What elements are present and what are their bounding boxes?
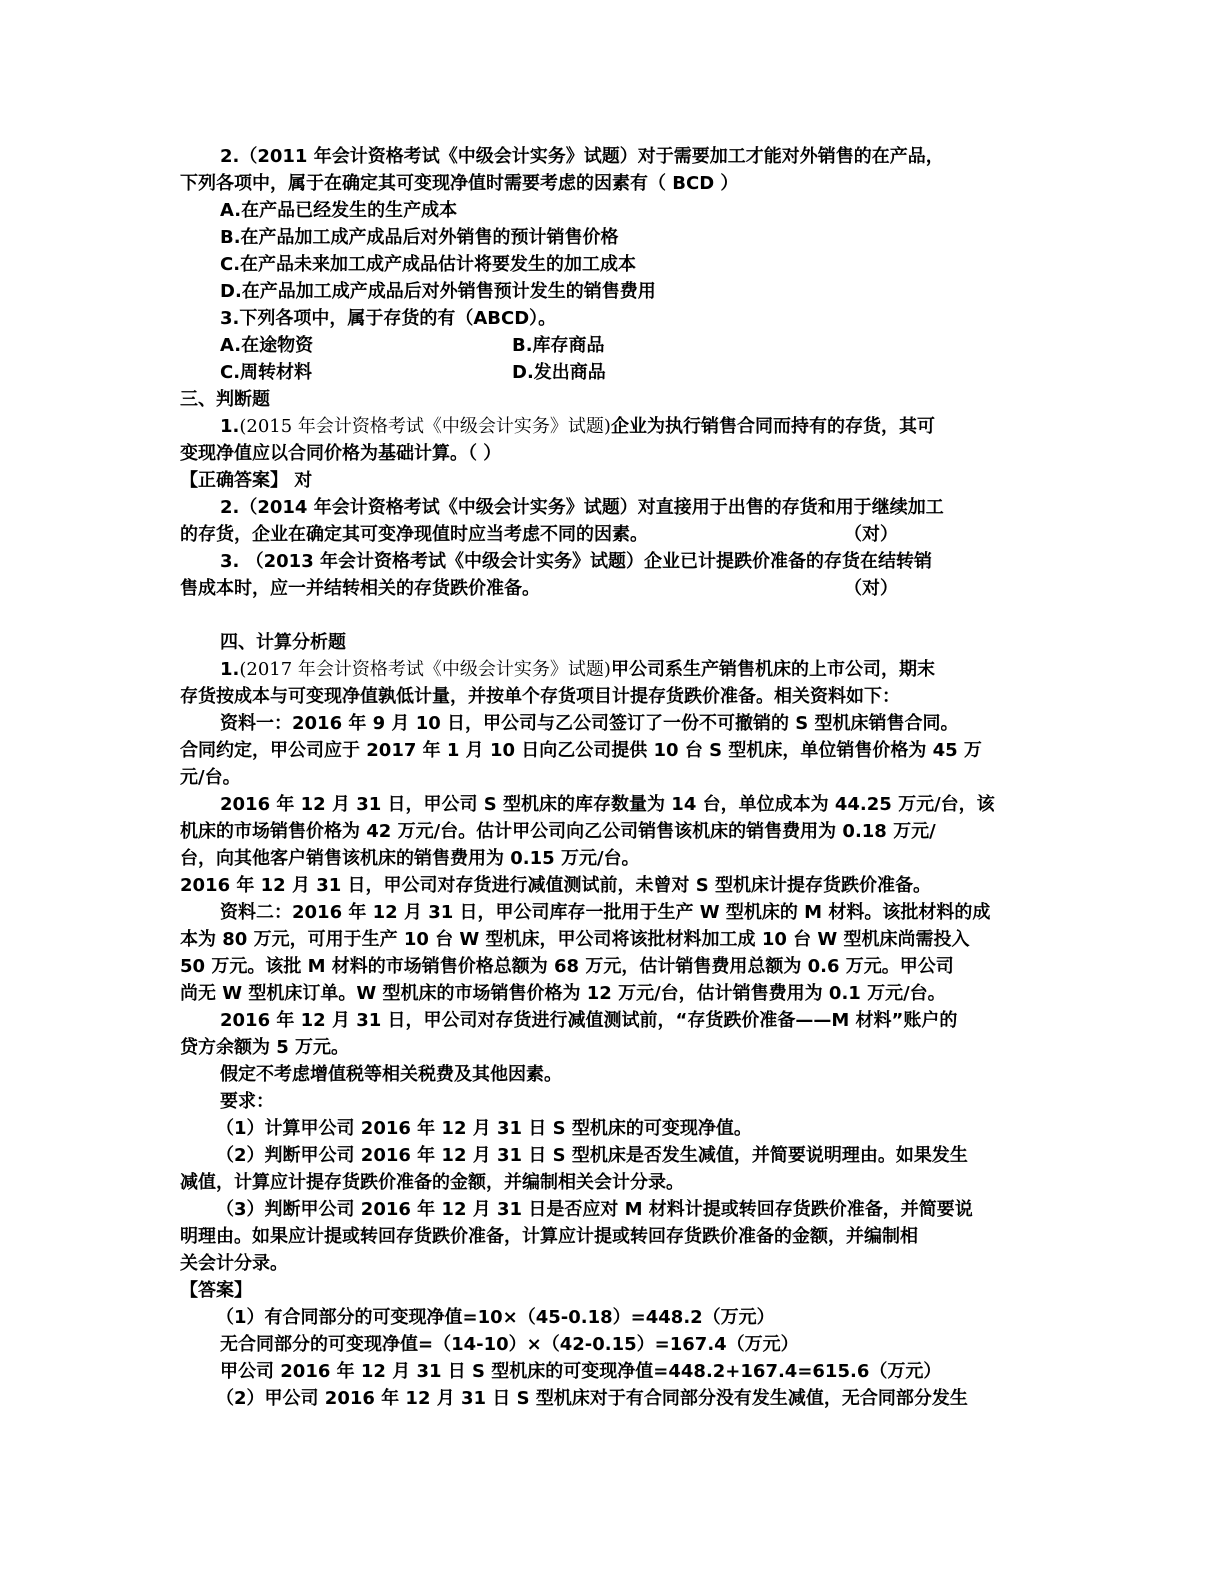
judge-q1-number: 1. bbox=[220, 416, 240, 437]
judge-q1-line2: 变现净值应以合同价格为基础计算。（ ） bbox=[180, 443, 502, 464]
para4-line2: 贷方余额为 5 万元。 bbox=[180, 1037, 350, 1058]
para2-line2: 机床的市场销售价格为 42 万元/台。估计甲公司向乙公司销售该机床的销售费用为 0.18 万元/ bbox=[180, 821, 936, 842]
para3: 2016 年 12 月 31 日，甲公司对存货进行减值测试前，未曾对 S 型机床计提存货跌价准备。 bbox=[180, 875, 932, 896]
para4-line1: 2016 年 12 月 31 日，甲公司对存货进行减值测试前，“存货跌价准备——M 材料”账户的 bbox=[220, 1010, 958, 1031]
calc-q1-number: 1. bbox=[220, 659, 240, 680]
judge-q2-text: 的存货，企业在确定其可变净现值时应当考虑不同的因素。 bbox=[180, 524, 648, 545]
section-heading-calculation: 四、计算分析题 bbox=[220, 632, 346, 653]
judge-q2-line1: 2.（2014 年会计资格考试《中级会计实务》试题）对直接用于出售的存货和用于继续加工 bbox=[220, 497, 944, 518]
material2-line1: 资料二：2016 年 12 月 31 日，甲公司库存一批用于生产 W 型机床的 M 材料。该批材料的成 bbox=[220, 902, 991, 923]
calc-q1-line2: 存货按成本与可变现净值孰低计量，并按单个存货项目计提存货跌价准备。相关资料如下： bbox=[180, 686, 900, 707]
requirement-3-line1: （3）判断甲公司 2016 年 12 月 31 日是否应对 M 材料计提或转回存货跌价准备，并简要说 bbox=[216, 1199, 973, 1220]
requirement-2-line1: （2）判断甲公司 2016 年 12 月 31 日 S 型机床是否发生减值，并简要说明理由。如果发生 bbox=[216, 1145, 968, 1166]
requirement-3-line2: 明理由。如果应计提或转回存货跌价准备，计算应计提或转回存货跌价准备的金额，并编制相 bbox=[180, 1226, 918, 1247]
answer-line1: （1）有合同部分的可变现净值=10×（45-0.18）=448.2（万元） bbox=[216, 1307, 775, 1328]
judge-q1-source: (2015 年会计资格考试《中级会计实务》试题) bbox=[239, 416, 611, 437]
assumption: 假定不考虑增值税等相关税费及其他因素。 bbox=[220, 1064, 562, 1085]
requirement-1: （1）计算甲公司 2016 年 12 月 31 日 S 型机床的可变现净值。 bbox=[216, 1118, 752, 1139]
answer-heading: 【答案】 bbox=[180, 1280, 252, 1301]
mc-q2-line2: 下列各项中，属于在确定其可变现净值时需要考虑的因素有（ BCD ） bbox=[180, 173, 739, 194]
requirements-heading: 要求： bbox=[220, 1091, 274, 1112]
judge-q2-mark: （对） bbox=[844, 524, 898, 545]
mc-q3-option-c: C.周转材料 bbox=[220, 362, 313, 383]
mc-q3-options-row2 bbox=[180, 359, 1036, 386]
spacer bbox=[180, 602, 1036, 629]
answer-line3: 甲公司 2016 年 12 月 31 日 S 型机床的可变现净值=448.2+167.4=615.6（万元） bbox=[220, 1361, 942, 1382]
material2-line2: 本为 80 万元，可用于生产 10 台 W 型机床，甲公司将该批材料加工成 10 台 W 型机床尚需投入 bbox=[180, 929, 970, 950]
material1-line3: 元/台。 bbox=[180, 767, 241, 788]
judge-q3-text: 售成本时，应一并结转相关的存货跌价准备。 bbox=[180, 578, 540, 599]
requirement-3-line3: 关会计分录。 bbox=[180, 1253, 288, 1274]
mc-q2-line1: 2.（2011 年会计资格考试《中级会计实务》试题）对于需要加工才能对外销售的在产品， bbox=[220, 146, 944, 167]
document-page bbox=[180, 143, 1036, 1412]
mc-q2-option-a: A.在产品已经发生的生产成本 bbox=[220, 200, 458, 221]
mc-q2-option-d: D.在产品加工成产成品后对外销售预计发生的销售费用 bbox=[220, 281, 656, 302]
mc-q3-option-d: D.发出商品 bbox=[512, 362, 606, 383]
judge-q3-line1: 3. （2013 年会计资格考试《中级会计实务》试题）企业已计提跌价准备的存货在结转销 bbox=[220, 551, 932, 572]
judge-q1-answer: 【正确答案】 对 bbox=[180, 470, 313, 491]
material2-line3: 50 万元。该批 M 材料的市场销售价格总额为 68 万元，估计销售费用总额为 0.6 万元。甲公司 bbox=[180, 956, 954, 977]
judge-q1-text: 企业为执行销售合同而持有的存货，其可 bbox=[610, 416, 935, 437]
judge-q1-line1 bbox=[180, 413, 1036, 440]
material1-line1: 资料一：2016 年 9 月 10 日，甲公司与乙公司签订了一份不可撤销的 S 型机床销售合同。 bbox=[220, 713, 959, 734]
mc-q3-options-row1 bbox=[180, 332, 1036, 359]
mc-q3-option-a: A.在途物资 bbox=[220, 335, 314, 356]
calc-q1-text: 甲公司系生产销售机床的上市公司，期末 bbox=[610, 659, 935, 680]
answer-line4: （2）甲公司 2016 年 12 月 31 日 S 型机床对于有合同部分没有发生减值，无合同部分发生 bbox=[216, 1388, 968, 1409]
para2-line1: 2016 年 12 月 31 日，甲公司 S 型机床的库存数量为 14 台，单位成本为 44.25 万元/台，该 bbox=[220, 794, 995, 815]
mc-q2-option-c: C.在产品未来加工成产成品估计将要发生的加工成本 bbox=[220, 254, 637, 275]
requirement-2-line2: 减值，计算应计提存货跌价准备的金额，并编制相关会计分录。 bbox=[180, 1172, 684, 1193]
calc-q1-line1 bbox=[180, 656, 1036, 683]
calc-q1-source: (2017 年会计资格考试《中级会计实务》试题) bbox=[239, 659, 611, 680]
material2-line4: 尚无 W 型机床订单。W 型机床的市场销售价格为 12 万元/台，估计销售费用为 0.1 万元/台。 bbox=[180, 983, 946, 1004]
mc-q3-option-b: B.库存商品 bbox=[512, 335, 605, 356]
section-heading-judgement: 三、判断题 bbox=[180, 389, 270, 410]
material1-line2: 合同约定，甲公司应于 2017 年 1 月 10 日向乙公司提供 10 台 S 型机床，单位销售价格为 45 万 bbox=[180, 740, 982, 761]
answer-line2: 无合同部分的可变现净值=（14-10）×（42-0.15）=167.4（万元） bbox=[220, 1334, 799, 1355]
mc-q2-option-b: B.在产品加工成产成品后对外销售的预计销售价格 bbox=[220, 227, 619, 248]
para2-line3: 台，向其他客户销售该机床的销售费用为 0.15 万元/台。 bbox=[180, 848, 640, 869]
judge-q3-mark: （对） bbox=[844, 578, 898, 599]
mc-q3: 3.下列各项中，属于存货的有（ABCD）。 bbox=[220, 308, 557, 329]
judge-q2-line2 bbox=[180, 521, 1036, 548]
judge-q3-line2 bbox=[180, 575, 1036, 602]
